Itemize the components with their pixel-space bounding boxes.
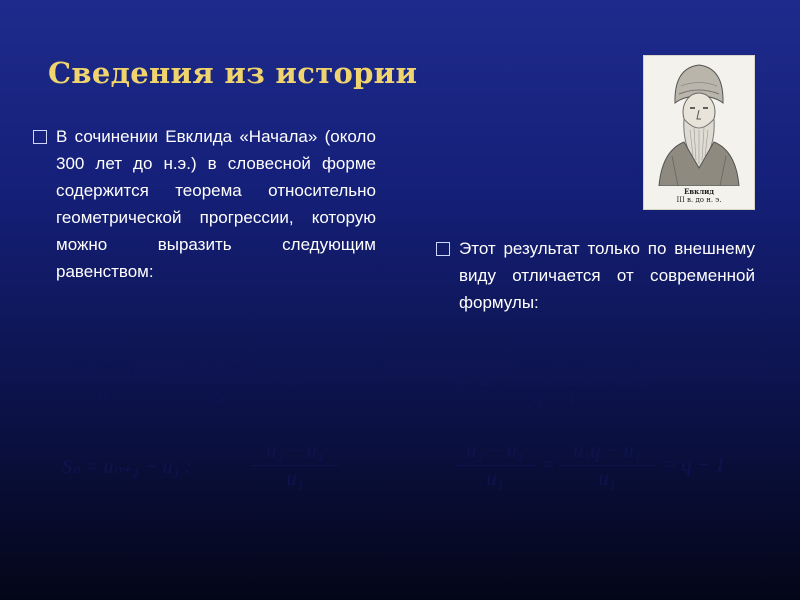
modern-formula [455,357,695,417]
fraction-denominator: q − 1 [533,387,577,409]
fraction-denominator: u₁ [598,468,616,490]
fraction-denominator: u₁ [98,383,116,405]
euclid-paragraph: В сочинении Евклида «Начала» (около 300 лет до н.э.) в словесной форме содержится теорема относительно геометрической прогрессии, которую можно выразить следующим равенством: [56,127,376,281]
fraction-numerator: u₂ − u₁ [466,440,524,462]
bullet-box-icon [33,130,47,144]
fraction-numerator: u₂ − u₁ [266,440,324,462]
bullet-box-icon [436,242,450,256]
slide-title: Сведения из истории [48,56,418,90]
fraction-denominator: Sₙ [215,387,233,409]
formula-relation: =; [278,369,299,391]
formula-lhs: Sₙ = uₙ₊₁ − u₁ : [62,456,192,478]
portrait-caption-era: III в. до н. э. [676,196,722,204]
fraction-numerator: u₂ − u₁ [78,355,136,377]
euclid-formula-2 [62,440,342,500]
fraction-denominator: u₁ [486,468,504,490]
fraction-numerator: uₙq − u₁ [520,359,590,381]
fraction-numerator: u₁q − u₁ [573,440,641,462]
fraction-denominator: u₁ [286,468,304,490]
portrait-caption-name: Евклид [683,187,715,196]
ratio-identity: u₂ − u₁ u₁ = u₁q − u₁ u₁ = q − 1 [455,440,755,500]
comparison-paragraph: Этот результат только по внешнему виду отличается от современной формулы: [459,239,755,312]
formula-suffix: , т.к. [605,371,650,393]
formula-suffix: = q − 1 [663,454,725,476]
euclid-portrait [643,55,755,210]
fraction-numerator: uₙ₊₁ − u₁ [186,357,262,379]
euclid-formula-1: u₂ − u₁ u₁ = uₙ₊₁ − u₁ Sₙ =; [62,355,302,415]
formula-lhs: Sₙ = [455,373,492,395]
euclid-portrait-image [644,56,754,186]
